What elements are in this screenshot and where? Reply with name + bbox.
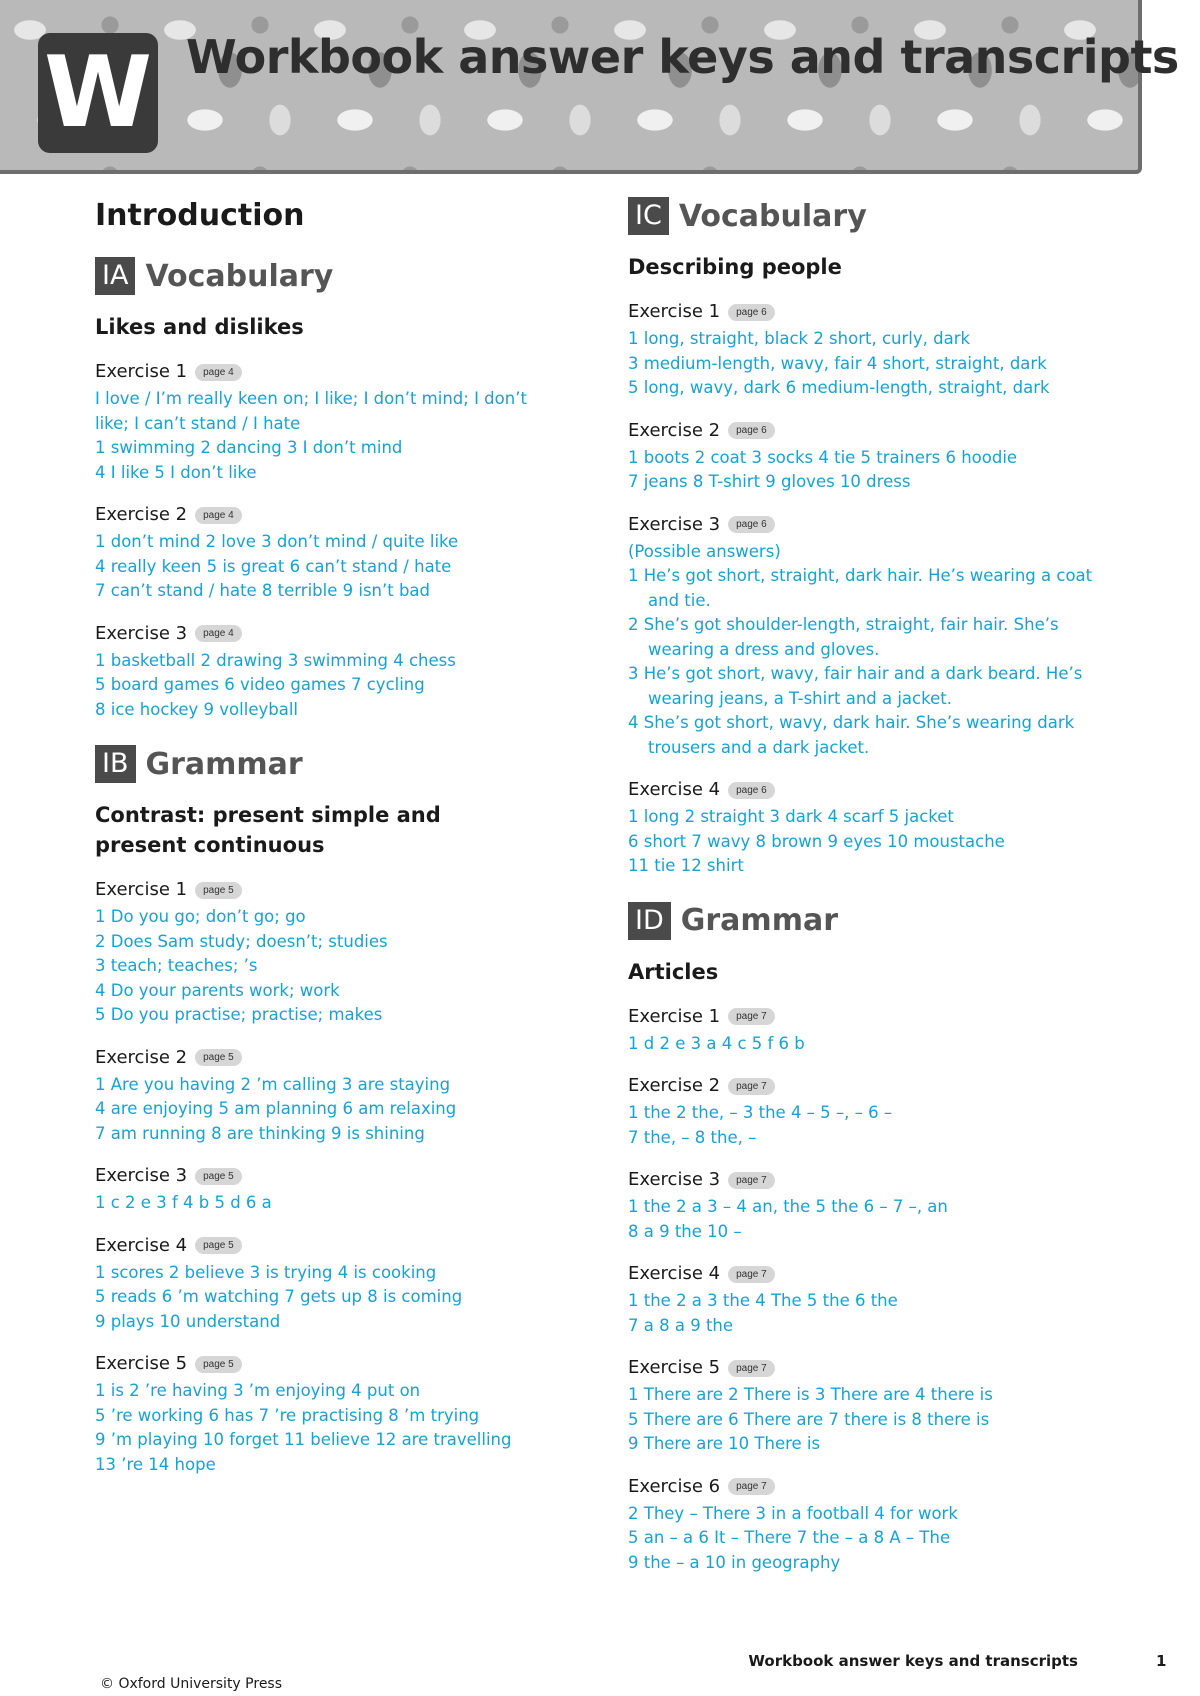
exercise-label: Exercise 1: [95, 361, 188, 382]
section-ib: [95, 744, 595, 1477]
exercise-block: [628, 1073, 1148, 1150]
answer-line: 7 the, – 8 the, –: [628, 1127, 757, 1147]
answer-line: 8 ice hockey 9 volleyball: [95, 699, 298, 719]
answer-line: 1 long 2 straight 3 dark 4 scarf 5 jacket: [628, 807, 954, 826]
exercise-block: [628, 299, 1148, 401]
answer-line: 5 an – a 6 It – There 7 the – a 8 A – The: [628, 1528, 951, 1547]
answer-line: 4 Do your parents work; work: [95, 980, 340, 1000]
answer-line: 9 ’m playing 10 forget 11 believe 12 are travelling: [95, 1430, 512, 1449]
page-reference-badge: page 5: [195, 1049, 242, 1066]
exercise-label: Exercise 6: [628, 1475, 721, 1497]
answer-line: 1 swimming 2 dancing 3 I don’t mind: [95, 438, 403, 457]
answer-line: 5 Do you practise; practise; makes: [95, 1005, 383, 1024]
section-heading: [628, 901, 1148, 941]
section-id: [628, 901, 1148, 1576]
exercise-label: Exercise 1: [95, 879, 188, 900]
answer-line: 7 am running 8 are thinking 9 is shining: [95, 1123, 425, 1143]
answer-line: 5 There are 6 There are 7 there is 8 there is: [628, 1409, 990, 1429]
answer-line: 4 I like 5 I don’t like: [95, 462, 257, 482]
exercise-label: Exercise 3: [95, 1165, 188, 1186]
section-name: Vocabulary: [145, 258, 334, 294]
answer-line: 4 are enjoying 5 am planning 6 am relaxing: [95, 1099, 457, 1118]
page-reference-badge: page 5: [195, 1237, 242, 1254]
exercise-label: Exercise 1: [628, 301, 721, 322]
exercise-block: [95, 1233, 595, 1335]
answer-line: 1 the 2 the, – 3 the 4 – 5 –, – 6 –: [628, 1103, 893, 1122]
exercise-label: Exercise 1: [628, 1005, 721, 1027]
page-reference-badge: page 4: [195, 364, 242, 381]
exercise-block: [95, 621, 595, 723]
answer-line: 5 reads 6 ’m watching 7 gets up 8 is coming: [95, 1287, 463, 1306]
exercise-block: [628, 1004, 1148, 1057]
answer-line: 1 long, straight, black 2 short, curly, dark: [628, 329, 971, 348]
right-column: [628, 196, 1148, 1592]
exercise-label: Exercise 4: [95, 1234, 188, 1256]
answer-line: 1 Do you go; don’t go; go: [95, 907, 306, 926]
exercise-label: Exercise 2: [95, 1046, 188, 1068]
page-reference-badge: page 6: [728, 422, 775, 439]
answer-line: 1 the 2 a 3 – 4 an, the 5 the 6 – 7 –, an: [628, 1197, 948, 1216]
section-code-badge: IA: [95, 257, 135, 295]
page-reference-badge: page 7: [728, 1478, 775, 1495]
answer-line: 9 There are 10 There is: [628, 1434, 821, 1453]
exercise-block: [95, 1351, 595, 1477]
exercise-block: [95, 1163, 595, 1216]
page-reference-badge: page 7: [728, 1266, 775, 1283]
page-number: 1: [1156, 1652, 1167, 1670]
exercise-label: Exercise 4: [628, 779, 721, 800]
answer-line: 5 ’re working 6 has 7 ’re practising 8 ’m trying: [95, 1405, 480, 1425]
page-reference-badge: page 6: [728, 516, 775, 533]
answer-line: 2 Does Sam study; doesn’t; studies: [95, 931, 388, 951]
section-name: Grammar: [680, 903, 838, 938]
copyright-notice: © Oxford University Press: [100, 1676, 283, 1692]
subtopic-heading: Likes and dislikes: [95, 315, 304, 339]
page-header: [0, 0, 1179, 174]
answer-line: 8 a 9 the 10 –: [628, 1221, 742, 1241]
exercise-block: [628, 1167, 1148, 1244]
subtopic-heading: Contrast: present simple and present continuous: [95, 803, 441, 857]
answer-line: 1 There are 2 There is 3 There are 4 there is: [628, 1385, 993, 1404]
workbook-letter-badge: W: [38, 33, 158, 153]
section-heading: [95, 256, 595, 296]
exercise-block: [628, 1355, 1148, 1457]
exercise-label: Exercise 2: [95, 504, 188, 525]
answer-line: 1 boots 2 coat 3 socks 4 tie 5 trainers 6 hoodie: [628, 447, 1018, 467]
answer-line: 1 the 2 a 3 the 4 The 5 the 6 the: [628, 1291, 898, 1310]
exercise-block: [95, 502, 595, 604]
exercise-block: [628, 1261, 1148, 1338]
exercise-label: Exercise 4: [628, 1263, 721, 1284]
answer-line: 3 teach; teaches; ’s: [95, 956, 258, 975]
answer-line: 1 He’s got short, straight, dark hair. He’s wearing a coat and tie.: [628, 566, 1093, 610]
answer-line: 2 They – There 3 in a football 4 for work: [628, 1503, 958, 1523]
answer-line: 6 short 7 wavy 8 brown 9 eyes 10 moustache: [628, 831, 1005, 851]
answer-line: 9 the – a 10 in geography: [628, 1552, 841, 1572]
section-heading: [628, 196, 1148, 236]
answer-line: 1 Are you having 2 ’m calling 3 are staying: [95, 1074, 451, 1094]
exercise-block: [628, 418, 1148, 495]
answer-line: 3 He’s got short, wavy, fair hair and a dark beard. He’s wearing jeans, a T-shirt and a jacket.: [628, 664, 1083, 708]
answer-line: 4 She’s got short, wavy, dark hair. She’s wearing dark trousers and a dark jacket.: [628, 713, 1075, 757]
answer-line: 7 jeans 8 T-shirt 9 gloves 10 dress: [628, 472, 911, 491]
answer-line: 1 d 2 e 3 a 4 c 5 f 6 b: [628, 1033, 805, 1053]
page-reference-badge: page 5: [195, 1356, 242, 1373]
page-reference-badge: page 7: [728, 1360, 775, 1377]
section-name: Grammar: [145, 746, 303, 782]
page-reference-badge: page 7: [728, 1008, 775, 1025]
exercise-label: Exercise 5: [628, 1357, 721, 1378]
answer-line: 13 ’re 14 hope: [95, 1454, 216, 1474]
answer-line: 11 tie 12 shirt: [628, 856, 744, 875]
page-reference-badge: page 7: [728, 1078, 775, 1095]
exercise-label: Exercise 5: [95, 1353, 188, 1374]
answer-line: 1 scores 2 believe 3 is trying 4 is cooking: [95, 1262, 437, 1282]
page-reference-badge: page 5: [195, 882, 242, 899]
left-column: [95, 196, 595, 1494]
exercise-block: [95, 1045, 595, 1147]
exercise-block: [628, 777, 1148, 879]
section-heading: [95, 744, 595, 784]
exercise-label: Exercise 2: [628, 419, 721, 441]
exercise-label: Exercise 3: [628, 1169, 721, 1190]
exercise-block: [628, 1474, 1148, 1576]
exercise-block: [95, 359, 595, 485]
answer-line: 3 medium-length, wavy, fair 4 short, straight, dark: [628, 353, 1047, 373]
answer-line: 4 really keen 5 is great 6 can’t stand / hate: [95, 556, 452, 576]
answer-line: 1 c 2 e 3 f 4 b 5 d 6 a: [95, 1193, 272, 1212]
subtopic-heading: Articles: [628, 959, 719, 984]
answer-line: 7 a 8 a 9 the: [628, 1315, 734, 1335]
page-reference-badge: page 4: [195, 625, 242, 642]
page-reference-badge: page 6: [728, 304, 775, 321]
answer-line: 5 board games 6 video games 7 cycling: [95, 675, 425, 694]
section-code-badge: IB: [95, 745, 136, 783]
answer-line: 1 basketball 2 drawing 3 swimming 4 chess: [95, 650, 456, 670]
answer-line: 7 can’t stand / hate 8 terrible 9 isn’t bad: [95, 581, 431, 600]
answer-line: 5 long, wavy, dark 6 medium-length, straight, dark: [628, 378, 1050, 397]
page-reference-badge: page 6: [728, 782, 775, 799]
answer-line: 9 plays 10 understand: [95, 1311, 281, 1331]
answer-note: (Possible answers): [628, 541, 781, 561]
subtopic-heading: Describing people: [628, 255, 842, 279]
exercise-label: Exercise 2: [628, 1075, 721, 1096]
exercise-label: Exercise 3: [628, 513, 721, 535]
answer-line: I love / I’m really keen on; I like; I don’t mind; I don’t like; I can’t stand / I hate: [95, 389, 527, 433]
exercise-block: [628, 512, 1148, 761]
section-code-badge: ID: [628, 902, 671, 940]
exercise-block: [95, 877, 595, 1028]
answer-line: 2 She’s got shoulder-length, straight, fair hair. She’s wearing a dress and gloves.: [628, 615, 1059, 659]
exercise-label: Exercise 3: [95, 622, 188, 644]
page-reference-badge: page 7: [728, 1172, 775, 1189]
introduction-heading: Introduction: [95, 198, 305, 233]
section-ia: [95, 256, 595, 722]
answer-line: 1 is 2 ’re having 3 ’m enjoying 4 put on: [95, 1381, 421, 1400]
answer-line: 1 don’t mind 2 love 3 don’t mind / quite like: [95, 532, 459, 551]
section-name: Vocabulary: [678, 198, 867, 234]
page-title: Workbook answer keys and transcripts: [186, 30, 1179, 84]
page-reference-badge: page 5: [195, 1168, 242, 1185]
footer-title: Workbook answer keys and transcripts: [748, 1652, 1078, 1670]
section-code-badge: IC: [628, 197, 669, 235]
section-ic: [628, 196, 1148, 879]
page-reference-badge: page 4: [195, 507, 242, 524]
